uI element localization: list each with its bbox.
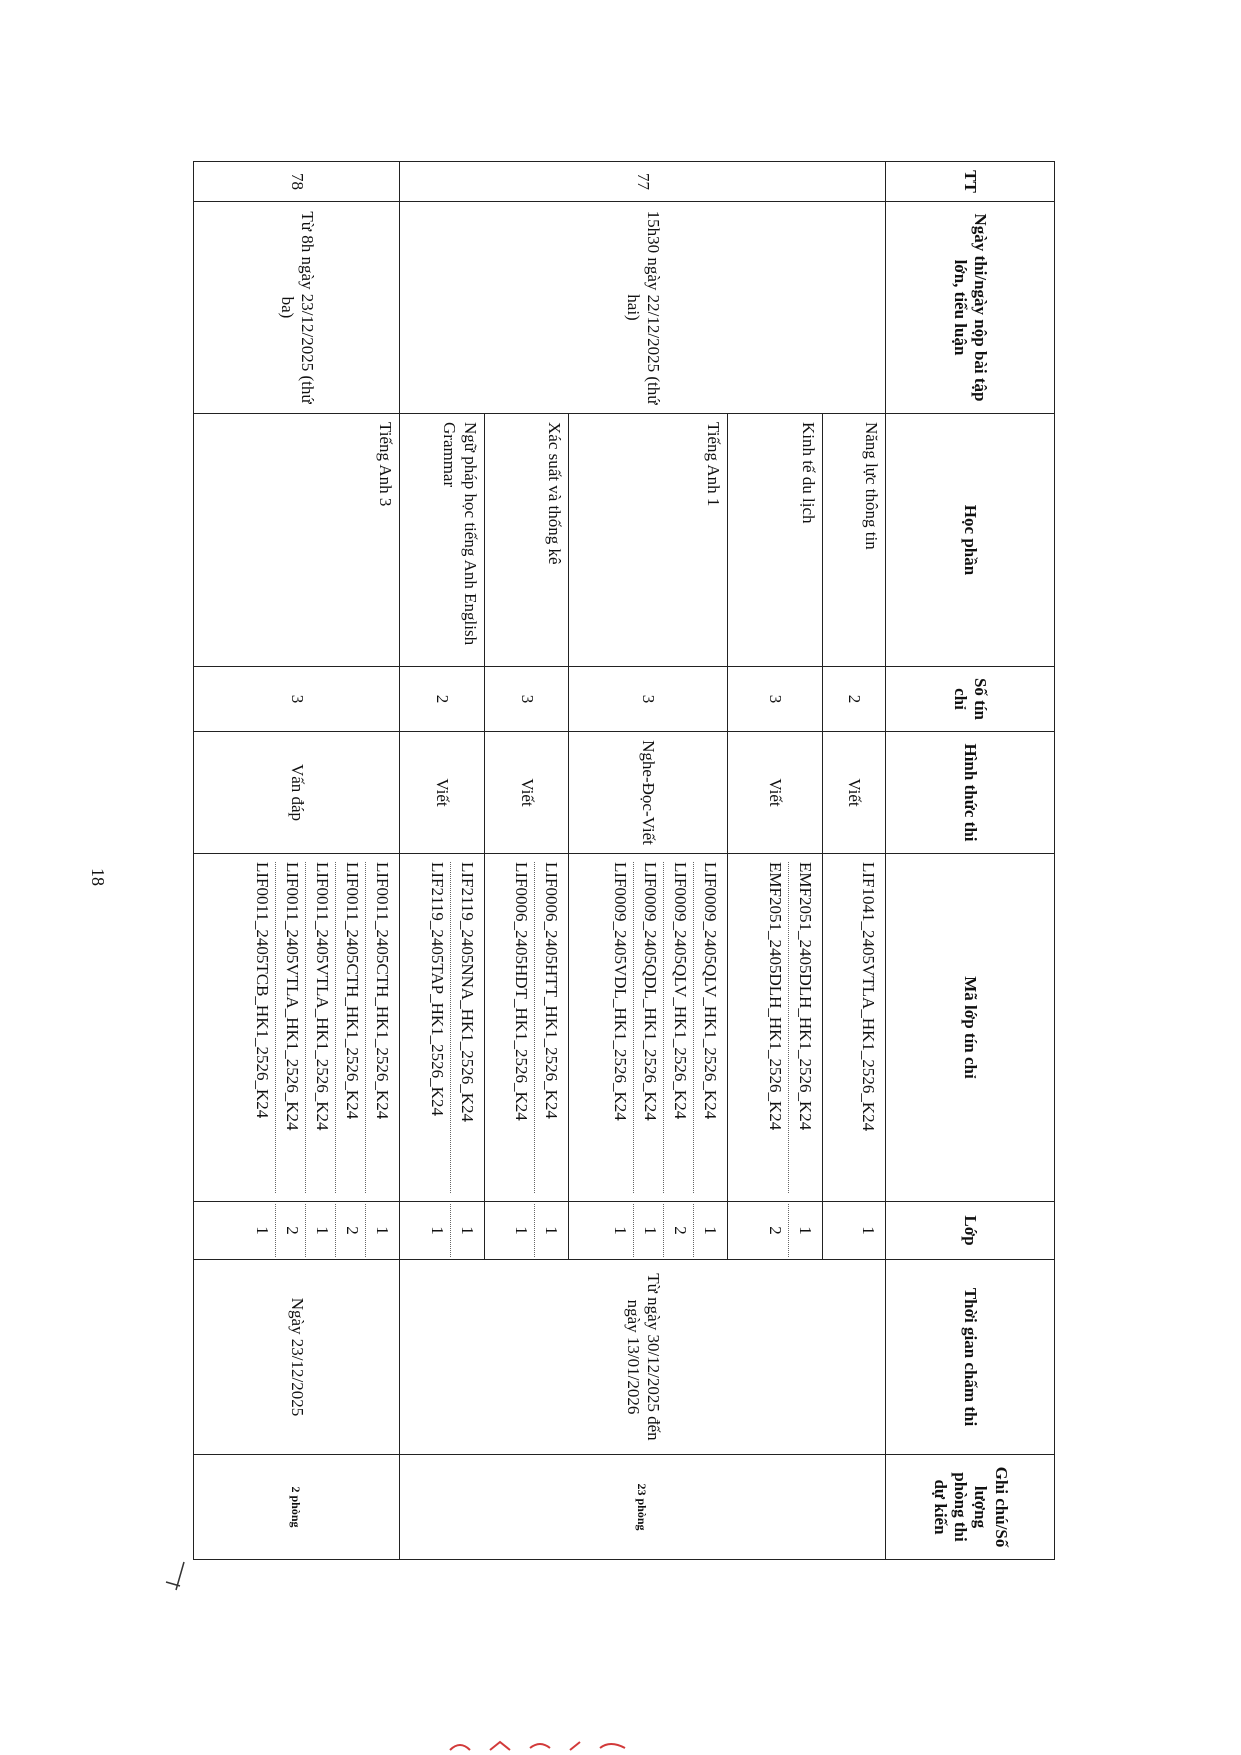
- row-date-77: 15h30 ngày 22/12/2025 (thứ hai): [400, 202, 886, 414]
- page-number: 18: [88, 868, 108, 886]
- table-row: [194, 162, 400, 1560]
- class-count: 2: [765, 1226, 785, 1235]
- class-count-list: [194, 1202, 400, 1260]
- row-grading-77: Từ ngày 30/12/2025 đến ngày 13/01/2026: [400, 1260, 886, 1455]
- row-tt-77: 77: [400, 162, 886, 202]
- course-form: Vấn đáp: [194, 732, 400, 854]
- room-count: 23 phòng: [634, 1483, 649, 1531]
- course-form: Viết: [727, 732, 822, 854]
- course-name: Xác suất và thống kê: [484, 414, 569, 667]
- table-row: [822, 162, 885, 1560]
- class-count: 2: [275, 1204, 305, 1257]
- class-count: 1: [450, 1204, 480, 1257]
- row-note-78: [194, 1455, 400, 1560]
- class-count: 1: [858, 1226, 878, 1235]
- course-credits: 2: [822, 667, 885, 732]
- class-code: LIF0011_2405TCB_HK1_2526_K24: [253, 862, 273, 1119]
- header-date: Ngày thi/ngày nộp bài tập lớn, tiểu luận: [885, 202, 1054, 414]
- class-count-list: [822, 1202, 885, 1260]
- class-code: LIF0011_2405VTLA_HK1_2526_K24: [275, 862, 305, 1193]
- header-class-code: Mã lớp tín chỉ: [885, 854, 1054, 1202]
- class-count: 1: [693, 1204, 723, 1257]
- row-grading-78: Ngày 23/12/2025: [194, 1260, 400, 1455]
- course-credits: 3: [194, 667, 400, 732]
- class-code: LIF0006_2405HDT_HK1_2526_K24: [512, 862, 532, 1121]
- class-code-list: [822, 854, 885, 1202]
- class-code: LIF0006_2405HTT_HK1_2526_K24: [534, 862, 564, 1193]
- class-count: 1: [512, 1226, 532, 1235]
- class-code: EMF2051_2405DLH_HK1_2526_K24: [765, 862, 785, 1131]
- class-count: 1: [305, 1204, 335, 1257]
- class-count: 1: [253, 1226, 273, 1235]
- course-form: Nghe-Đọc-Viết: [569, 732, 727, 854]
- class-code-list: [484, 854, 569, 1202]
- class-count: 1: [788, 1204, 818, 1257]
- class-code-list: [400, 854, 485, 1202]
- course-credits: 2: [400, 667, 485, 732]
- course-credits: 3: [569, 667, 727, 732]
- class-count: 2: [335, 1204, 365, 1257]
- class-code: LIF0009_2405QLV_HK1_2526_K24: [663, 862, 693, 1193]
- course-form: Viết: [484, 732, 569, 854]
- room-count: 2 phòng: [288, 1486, 303, 1528]
- course-credits: 3: [484, 667, 569, 732]
- class-count-list: [400, 1202, 485, 1260]
- header-course: Học phần: [885, 414, 1054, 667]
- class-code-list: [194, 854, 400, 1202]
- class-code: LIF0011_2405CTH_HK1_2526_K24: [365, 862, 395, 1193]
- row-note-77: [400, 1455, 886, 1560]
- class-count: 1: [365, 1204, 395, 1257]
- class-count: 1: [633, 1204, 663, 1257]
- class-count-list: [484, 1202, 569, 1260]
- class-code: LIF2119_2405NNA_HK1_2526_K24: [450, 862, 480, 1193]
- class-code: EMF2051_2405DLH_HK1_2526_K24: [788, 862, 818, 1193]
- header-form: Hình thức thi: [885, 732, 1054, 854]
- class-code: LIF0011_2405VTLA_HK1_2526_K24: [305, 862, 335, 1193]
- course-form: Viết: [400, 732, 485, 854]
- handwritten-check-mark: [162, 1560, 192, 1600]
- row-date-78: Từ 8h ngày 23/12/2025 (thứ ba): [194, 202, 400, 414]
- course-name: Tiếng Anh 3: [194, 414, 400, 667]
- class-code-list: [727, 854, 822, 1202]
- header-class: Lớp: [885, 1202, 1054, 1260]
- header-grading: Thời gian chấm thi: [885, 1260, 1054, 1455]
- course-name: Ngữ pháp học tiếng Anh English Grammar: [400, 414, 485, 667]
- header-tt: TT: [885, 162, 1054, 202]
- header-credits: Số tín chỉ: [885, 667, 1054, 732]
- class-count: 1: [534, 1204, 564, 1257]
- course-name: Kinh tế du lịch: [727, 414, 822, 667]
- header-row: [885, 162, 1054, 1560]
- rotated-schedule-page: [193, 161, 1055, 1559]
- class-code: LIF0011_2405CTH_HK1_2526_K24: [335, 862, 365, 1193]
- row-tt-78: 78: [194, 162, 400, 202]
- course-form: Viết: [822, 732, 885, 854]
- class-code: LIF0009_2405QDL_HK1_2526_K24: [633, 862, 663, 1193]
- exam-schedule-table: [193, 161, 1055, 1560]
- class-count: 1: [427, 1226, 447, 1235]
- red-stamp-fragment: [440, 1738, 640, 1752]
- class-code: LIF0009_2405VDL_HK1_2526_K24: [610, 862, 630, 1121]
- class-count: 1: [610, 1226, 630, 1235]
- course-name: Tiếng Anh 1: [569, 414, 727, 667]
- course-name: Năng lực thông tin: [822, 414, 885, 667]
- course-credits: 3: [727, 667, 822, 732]
- class-code: LIF1041_2405VTLA_HK1_2526_K24: [858, 862, 878, 1132]
- class-count: 2: [663, 1204, 693, 1257]
- header-note: Ghi chú/Số lượng phòng thi dự kiến: [885, 1455, 1054, 1560]
- class-count-list: [569, 1202, 727, 1260]
- class-count-list: [727, 1202, 822, 1260]
- class-code: LIF0009_2405QLV_HK1_2526_K24: [693, 862, 723, 1193]
- class-code: LIF2119_2405TAP_HK1_2526_K24: [427, 862, 447, 1116]
- class-code-list: [569, 854, 727, 1202]
